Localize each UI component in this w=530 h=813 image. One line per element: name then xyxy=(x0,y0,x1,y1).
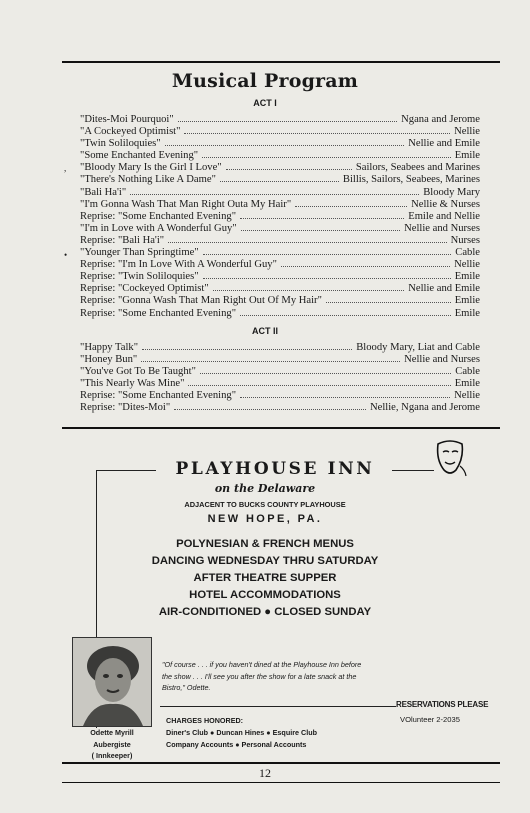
dot-leader xyxy=(203,270,451,279)
song-title: "Twin Soliloquies" xyxy=(80,138,161,150)
inn-location-script: on the Delaware xyxy=(214,482,316,495)
song-performers: Nellie and Nurses xyxy=(404,354,480,366)
song-performers: Nellie & Nurses xyxy=(411,198,480,210)
song-title: "You've Got To Be Taught" xyxy=(80,366,196,378)
song-title: "A Cockeyed Optimist" xyxy=(80,126,181,138)
ad-frame-top xyxy=(96,470,156,471)
dot-leader xyxy=(295,198,407,207)
dot-leader xyxy=(203,246,452,255)
top-rule xyxy=(62,61,500,63)
dot-leader xyxy=(142,341,352,350)
ad-feature-line: POLYNESIAN & FRENCH MENUS xyxy=(176,538,354,550)
song-performers: Nellie xyxy=(454,126,480,138)
song-row xyxy=(80,258,480,270)
dot-leader xyxy=(213,282,405,291)
margin-mark: , xyxy=(64,163,67,173)
bottom-rule xyxy=(62,762,500,764)
dot-leader xyxy=(200,365,451,374)
ad-feature-line: AFTER THEATRE SUPPER xyxy=(193,572,337,584)
dot-leader xyxy=(240,210,404,219)
song-row xyxy=(80,365,480,377)
dot-leader xyxy=(220,173,339,182)
song-title: "This Nearly Was Mine" xyxy=(80,378,185,390)
theatre-mask-icon xyxy=(430,438,470,478)
ad-feature-line: DANCING WEDNESDAY THRU SATURDAY xyxy=(151,555,379,567)
song-row xyxy=(80,198,480,210)
inn-name: PLAYHOUSE INN xyxy=(175,459,375,479)
song-title: "Happy Talk" xyxy=(80,342,139,353)
song-title: Reprise: "I'm In Love With A Wonderful Guy" xyxy=(80,259,277,271)
song-row xyxy=(80,307,480,319)
dot-leader xyxy=(130,186,419,195)
song-title: Reprise: "Twin Soliloquies" xyxy=(80,271,199,283)
song-performers: Billis, Sailors, Seabees, Marines xyxy=(342,174,480,186)
reservations-label: RESERVATIONS PLEASE xyxy=(396,700,489,709)
song-title: Reprise: "Some Enchanted Evening" xyxy=(80,210,237,222)
song-row xyxy=(80,149,480,161)
town-line: NEW HOPE, PA. xyxy=(207,513,323,525)
footer-rule xyxy=(62,782,500,783)
song-title: Reprise: "Some Enchanted Evening" xyxy=(80,390,237,402)
dot-leader xyxy=(188,377,450,386)
song-title: "Bloody Mary Is the Girl I Love" xyxy=(80,162,222,174)
innkeeper-quote: "Of course . . . if you haven't dined at the Playhouse Inn before the show . . . I'll see you after the show for a late snack at the Bistro," Odette. xyxy=(162,660,362,692)
song-row xyxy=(80,294,480,306)
innkeeper-name: Odette Myrill xyxy=(90,728,134,737)
dot-leader xyxy=(240,307,451,316)
song-title: "Dites-Moi Pourquoi" xyxy=(80,114,174,125)
charges-line: Diner's Club ● Duncan Hines ● Esquire Club xyxy=(166,728,317,737)
song-performers: Emile xyxy=(454,271,480,283)
page-number: 12 xyxy=(259,766,271,780)
song-performers: Bloody Mary, Liat and Cable xyxy=(356,342,480,353)
act-2-heading: ACT II xyxy=(252,326,278,336)
song-row xyxy=(80,377,480,389)
song-row xyxy=(80,125,480,137)
dot-leader xyxy=(174,401,366,410)
dot-leader xyxy=(240,389,450,398)
dot-leader xyxy=(168,234,446,243)
ad-feature-line: AIR-CONDITIONED ● CLOSED SUNDAY xyxy=(158,606,372,618)
margin-mark: • xyxy=(64,250,68,260)
song-performers: Sailors, Seabees and Marines xyxy=(355,162,480,174)
song-row xyxy=(80,341,480,353)
song-row xyxy=(80,246,480,258)
dot-leader xyxy=(241,222,400,231)
song-performers: Cable xyxy=(455,247,480,259)
song-row xyxy=(80,137,480,149)
charges-divider xyxy=(160,706,396,707)
song-performers: Nellie, Ngana and Jerome xyxy=(369,402,480,414)
song-performers: Nellie xyxy=(454,259,480,271)
song-performers: Ngana and Jerome xyxy=(401,114,480,125)
song-row xyxy=(80,401,480,413)
program-title: Musical Program xyxy=(171,70,359,92)
middle-rule xyxy=(62,427,500,429)
innkeeper-role: ( Innkeeper) xyxy=(91,751,133,760)
dot-leader xyxy=(141,353,400,362)
act-2-song-list xyxy=(80,341,480,414)
song-row xyxy=(80,210,480,222)
song-row xyxy=(80,173,480,185)
song-performers: Emile xyxy=(454,150,480,162)
ad-frame-top xyxy=(392,470,434,471)
song-row xyxy=(80,353,480,365)
dot-leader xyxy=(184,125,450,134)
song-title: Reprise: "Cockeyed Optimist" xyxy=(80,283,209,295)
innkeeper-title: Aubergiste xyxy=(93,740,131,749)
song-title: "I'm in Love with A Wonderful Guy" xyxy=(80,222,237,234)
adjacent-line: ADJACENT TO BUCKS COUNTY PLAYHOUSE xyxy=(184,500,346,509)
song-performers: Emlie xyxy=(454,295,480,307)
song-performers: Nellie xyxy=(454,390,480,402)
charges-title: CHARGES HONORED: xyxy=(166,716,244,725)
song-title: Reprise: "Dites-Moi" xyxy=(80,402,171,414)
song-performers: Emile xyxy=(454,378,480,390)
song-performers: Emile and Nellie xyxy=(408,210,480,222)
song-row xyxy=(80,113,480,125)
song-performers: Nurses xyxy=(450,234,480,246)
song-performers: Emile xyxy=(454,307,480,319)
song-row xyxy=(80,389,480,401)
song-title: "Bali Ha'i" xyxy=(80,186,127,198)
song-performers: Cable xyxy=(455,366,480,378)
dot-leader xyxy=(165,137,405,146)
act-1-song-list xyxy=(80,113,480,319)
song-row xyxy=(80,282,480,294)
song-title: "Some Enchanted Evening" xyxy=(80,150,199,162)
dot-leader xyxy=(326,294,451,303)
dot-leader xyxy=(226,161,352,170)
act-1-heading: ACT I xyxy=(253,98,277,108)
phone-number: VOlunteer 2-2035 xyxy=(400,715,460,724)
dot-leader xyxy=(281,258,450,267)
innkeeper-photo xyxy=(72,637,152,727)
song-performers: Bloody Mary xyxy=(423,186,480,198)
song-title: "There's Nothing Like A Dame" xyxy=(80,174,216,186)
song-title: Reprise: "Bali Ha'i" xyxy=(80,234,165,246)
song-title: Reprise: "Some Enchanted Evening" xyxy=(80,307,237,319)
song-performers: Nellie and Emile xyxy=(408,138,480,150)
song-performers: Nellie and Nurses xyxy=(404,222,480,234)
song-row xyxy=(80,270,480,282)
song-title: "Younger Than Springtime" xyxy=(80,247,199,259)
song-row xyxy=(80,234,480,246)
song-row xyxy=(80,161,480,173)
song-row xyxy=(80,186,480,198)
charges-line: Company Accounts ● Personal Accounts xyxy=(166,740,307,749)
song-title: "I'm Gonna Wash That Man Right Outa My Hair" xyxy=(80,198,292,210)
ad-feature-line: HOTEL ACCOMMODATIONS xyxy=(189,589,341,601)
song-row xyxy=(80,222,480,234)
song-title: "Honey Bun" xyxy=(80,354,138,366)
song-performers: Nellie and Emile xyxy=(408,283,480,295)
dot-leader xyxy=(178,113,397,122)
song-title: Reprise: "Gonna Wash That Man Right Out Of My Hair" xyxy=(80,295,322,307)
dot-leader xyxy=(202,149,451,158)
